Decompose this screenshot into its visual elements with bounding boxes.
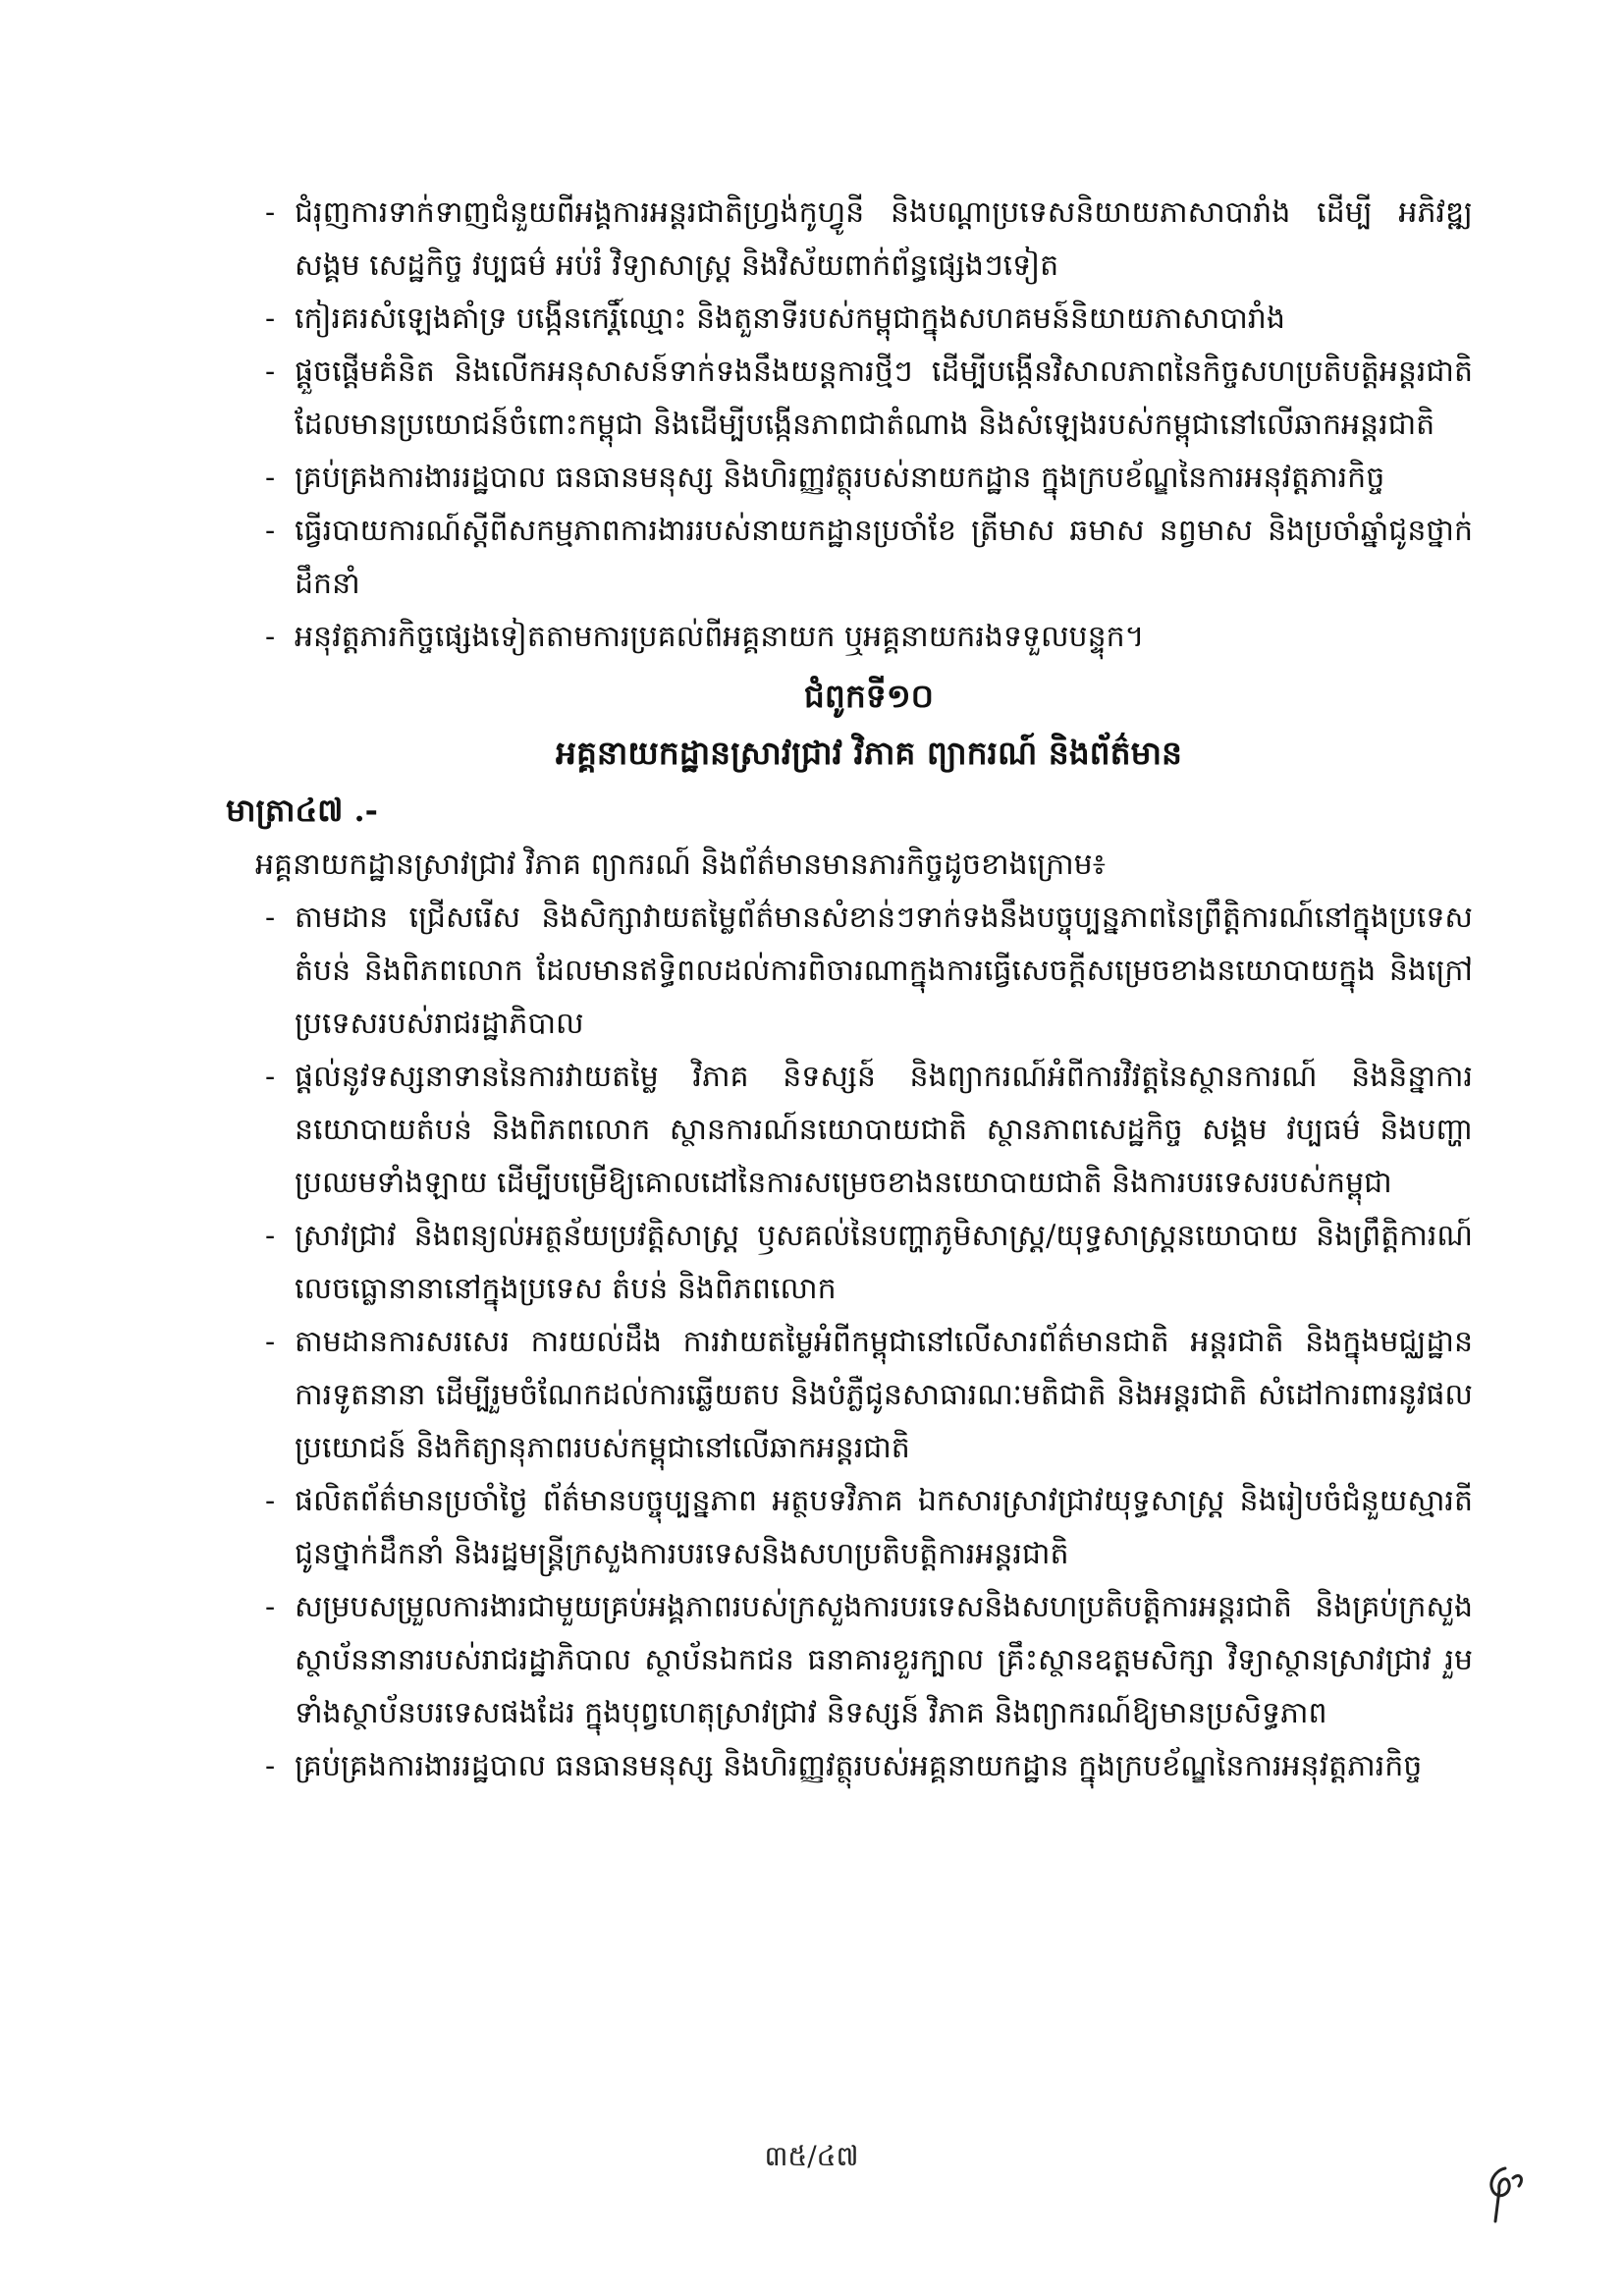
list-item-text: ជំរុញការទាក់ទាញជំនួយពីអង្គការអន្តរជាតិហ្វ្រង់កូហ្វូនី និងបណ្ដាប្រទេសនិយាយភាសាបារាំង ដើម្បី អភិវឌ្ឍសង្គម សេដ្ឋកិច្ច វប្បធម៌ អប់រំ វិទ្យាសាស្ត្រ និងវិស័យពាក់ព័ន្ធផ្សេងៗទៀត [295, 195, 1473, 283]
list-item [265, 1210, 1473, 1316]
list-item [265, 1051, 1473, 1210]
list-item-text: សម្របសម្រួលការងារជាមួយគ្រប់អង្គភាពរបស់ក្រសួងការបរទេសនិងសហប្រតិបត្តិការអន្តរជាតិ និងគ្រប់ក្រសួង ស្ថាប័ននានារបស់រាជរដ្ឋាភិបាល ស្ថាប័នឯកជន ធនាគារខួរក្បាល គ្រឹះស្ថានឧត្តមសិក្សា វិទ្យាស្ថានស្រាវជ្រាវ រួមទាំងស្ថាប័នបរទេសផងដែរ ក្នុងបុព្វហេតុស្រាវជ្រាវ និទស្សន៍ វិភាគ និងព្យាករណ៍ឱ្យមានប្រសិទ្ធភាព [295, 1590, 1473, 1730]
bullet-marker: - [265, 195, 276, 230]
bullet-list-article [265, 892, 1473, 1793]
list-item [265, 346, 1473, 452]
bullet-marker: - [265, 461, 276, 495]
list-item [265, 293, 1473, 346]
list-item-text: កៀរគរសំឡេងគាំទ្រ បង្កើនកេរ្តិ៍ឈ្មោះ និងតួនាទីរបស់កម្ពុជាក្នុងសហគមន៍និយាយភាសាបារាំង [295, 301, 1285, 336]
list-item [265, 1581, 1473, 1740]
handwritten-initial [1476, 2160, 1535, 2229]
list-item [265, 1316, 1473, 1475]
page-content [226, 187, 1473, 1793]
bullet-marker: - [265, 1060, 276, 1094]
list-item-text: ផលិតព័ត៌មានប្រចាំថ្ងៃ ព័ត៌មានបច្ចុប្បន្នភាព អត្ថបទវិភាគ ឯកសារស្រាវជ្រាវយុទ្ធសាស្ត្រ និងរៀបចំជំនួយស្មារតី ជូនថ្នាក់ដឹកនាំ និងរដ្ឋមន្ត្រីក្រសួងការបរទេសនិងសហប្រតិបត្តិការអន្តរជាតិ [295, 1484, 1473, 1571]
article-heading: មាត្រា៤៧ .- [226, 792, 378, 829]
list-item-text: គ្រប់គ្រងការងាររដ្ឋបាល ធនធានមនុស្ស និងហិរញ្ញវត្ថុរបស់អគ្គនាយកដ្ឋាន ក្នុងក្របខ័ណ្ឌនៃការអនុវត្តភារកិច្ច [295, 1749, 1423, 1783]
list-item-text: ធ្វើរបាយការណ៍ស្តីពីសកម្មភាពការងាររបស់នាយកដ្ឋានប្រចាំខែ ត្រីមាស ឆមាស នព្វមាស និងប្រចាំឆ្នាំជូនថ្នាក់ដឹកនាំ [295, 514, 1473, 601]
article-intro: អគ្គនាយកដ្ឋានស្រាវជ្រាវ វិភាគ ព្យាករណ៍ និងព័ត៌មានមានភារកិច្ចដូចខាងក្រោម៖ [255, 847, 1106, 882]
list-item-text: ស្រាវជ្រាវ និងពន្យល់អត្ថន័យប្រវត្តិសាស្ត្រ ឫសគល់នៃបញ្ហាភូមិសាស្ត្រ/យុទ្ធសាស្ត្រនយោបាយ និងព្រឹត្តិការណ៍លេចធ្លោនានានៅក្នុងប្រទេស តំបន់ និងពិភពលោក [295, 1219, 1473, 1306]
list-item-text: តាមដានការសរសេរ ការយល់ដឹង ការវាយតម្លៃអំពីកម្ពុជានៅលើសារព័ត៌មានជាតិ អន្តរជាតិ និងក្នុងមជ្ឈដ្ឋានការទូតនានា ដើម្បីរួមចំណែកដល់ការឆ្លើយតប និងបំភ្លឺជូនសាធារណៈមតិជាតិ និងអន្តរជាតិ សំដៅការពារនូវផលប្រយោជន៍ និងកិត្យានុភាពរបស់កម្ពុជានៅលើឆាកអន្តរជាតិ [295, 1325, 1473, 1465]
bullet-marker: - [265, 1484, 276, 1518]
list-item-text: ផ្ដួចផ្ដើមគំនិត និងលើកអនុសាសន៍ទាក់ទងនឹងយន្តការថ្មីៗ ដើម្បីបង្កើនវិសាលភាពនៃកិច្ចសហប្រតិបត្តិអន្តរជាតិ ដែលមានប្រយោជន៍ចំពោះកម្ពុជា និងដើម្បីបង្កើនភាពជាតំណាង និងសំឡេងរបស់កម្ពុជានៅលើឆាកអន្តរជាតិ [295, 355, 1473, 442]
list-item [265, 611, 1473, 664]
bullet-marker: - [265, 620, 276, 654]
bullet-marker: - [265, 1325, 276, 1359]
list-item [265, 892, 1473, 1051]
bullet-marker: - [265, 355, 276, 389]
chapter-title: អគ្គនាយកដ្ឋានស្រាវជ្រាវ វិភាគ ព្យាករណ៍ និងព័ត៌មាន [556, 734, 1182, 772]
list-item [265, 1740, 1473, 1793]
list-item-text: អនុវត្តភារកិច្ចផ្សេងទៀតតាមការប្រគល់ពីអគ្គនាយក ឬអគ្គនាយករងទទួលបន្ទុក។ [295, 620, 1145, 654]
list-item [265, 452, 1473, 505]
list-item-text: តាមដាន ជ្រើសរើស និងសិក្សាវាយតម្លៃព័ត៌មានសំខាន់ៗទាក់ទងនឹងបច្ចុប្បន្នភាពនៃព្រឹត្តិការណ៍នៅក្នុងប្រទេស តំបន់ និងពិភពលោក ដែលមានឥទ្ធិពលដល់ការពិចារណាក្នុងការធ្វើសេចក្ដីសម្រេចខាងនយោបាយក្នុង និងក្រៅប្រទេសរបស់រាជរដ្ឋាភិបាល [295, 901, 1473, 1041]
bullet-marker: - [265, 1219, 276, 1253]
list-item [265, 187, 1473, 293]
bullet-marker: - [265, 514, 276, 548]
page-number: ៣៥/៤៧ [764, 2140, 859, 2172]
bullet-marker: - [265, 901, 276, 935]
bullet-marker: - [265, 1749, 276, 1783]
list-item-text: ផ្ដល់នូវទស្សនាទាននៃការវាយតម្លៃ វិភាគ និទស្សន៍ និងព្យាករណ៍អំពីការវិវត្តនៃស្ថានការណ៍ និងនិន្នាការនយោបាយតំបន់ និងពិភពលោក ស្ថានការណ៍នយោបាយជាតិ ស្ថានភាពសេដ្ឋកិច្ច សង្គម វប្បធម៌ និងបញ្ហាប្រឈមទាំងឡាយ ដើម្បីបម្រើឱ្យគោលដៅនៃការសម្រេចខាងនយោបាយជាតិ និងការបរទេសរបស់កម្ពុជា [295, 1060, 1473, 1200]
list-item [265, 505, 1473, 611]
bullet-marker: - [265, 301, 276, 336]
bullet-marker: - [265, 1590, 276, 1624]
bullet-list-top [265, 187, 1473, 664]
list-item [265, 1475, 1473, 1581]
list-item-text: គ្រប់គ្រងការងាររដ្ឋបាល ធនធានមនុស្ស និងហិរញ្ញវត្ថុរបស់នាយកដ្ឋាន ក្នុងក្របខ័ណ្ឌនៃការអនុវត្តភារកិច្ច [295, 461, 1385, 495]
chapter-number: ជំពូកទី១០ [803, 677, 935, 715]
